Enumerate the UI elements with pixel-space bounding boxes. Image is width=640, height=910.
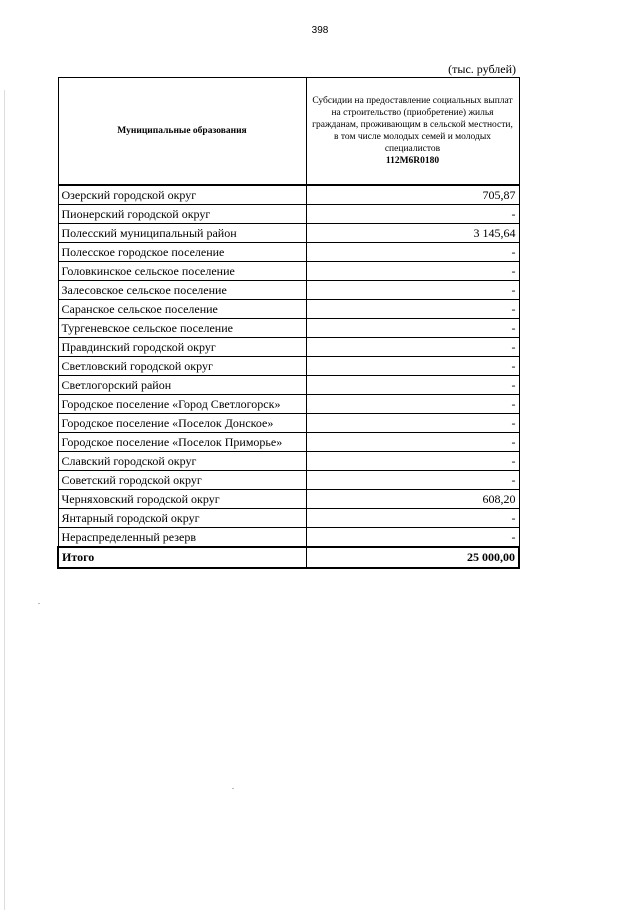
subsidy-value: - bbox=[306, 205, 519, 224]
table-row bbox=[58, 338, 519, 357]
table-row bbox=[58, 281, 519, 300]
total-row bbox=[58, 547, 519, 568]
municipality-name: Славский городской округ bbox=[58, 452, 306, 471]
municipality-name: Янтарный городской округ bbox=[58, 509, 306, 528]
municipality-name: Советский городской округ bbox=[58, 471, 306, 490]
header-municipalities: Муниципальные образования bbox=[58, 78, 306, 186]
table-row bbox=[58, 433, 519, 452]
total-value: 25 000,00 bbox=[306, 547, 519, 568]
table-row bbox=[58, 205, 519, 224]
table-row bbox=[58, 452, 519, 471]
subsidy-value: - bbox=[306, 300, 519, 319]
table-row bbox=[58, 490, 519, 509]
table-row bbox=[58, 185, 519, 205]
page-number: 398 bbox=[311, 25, 329, 36]
municipality-name: Нераспределенный резерв bbox=[58, 528, 306, 548]
table-row bbox=[58, 300, 519, 319]
table-row bbox=[58, 395, 519, 414]
municipality-name: Светлогорский район bbox=[58, 376, 306, 395]
header-subsidy-code: 112M6R0180 bbox=[385, 156, 440, 166]
subsidy-value: - bbox=[306, 338, 519, 357]
table-row bbox=[58, 376, 519, 395]
table-row bbox=[58, 414, 519, 433]
municipality-name: Тургеневское сельское поселение bbox=[58, 319, 306, 338]
table-row bbox=[58, 471, 519, 490]
subsidy-value: - bbox=[306, 357, 519, 376]
municipality-name: Черняховский городской округ bbox=[58, 490, 306, 509]
table-row bbox=[58, 243, 519, 262]
subsidy-value: - bbox=[306, 395, 519, 414]
subsidy-table bbox=[57, 77, 520, 569]
subsidy-value: - bbox=[306, 414, 519, 433]
header-subsidy-description: Субсидии на предоставление социальных выплат на строительство (приобретение) жилья гражданам, проживающим в сельской местности, в том числе молодых семей и молодых специалистов bbox=[312, 96, 513, 154]
table-header-row bbox=[58, 78, 519, 186]
subsidy-value: - bbox=[306, 376, 519, 395]
subsidy-value: - bbox=[306, 528, 519, 548]
subsidy-value: - bbox=[306, 471, 519, 490]
subsidy-value: - bbox=[306, 452, 519, 471]
municipality-name: Светловский городской округ bbox=[58, 357, 306, 376]
scan-dot bbox=[232, 788, 234, 789]
municipality-name: Озерский городской округ bbox=[58, 185, 306, 205]
table-row bbox=[58, 509, 519, 528]
subsidy-value: - bbox=[306, 433, 519, 452]
total-label: Итого bbox=[58, 547, 306, 568]
header-subsidy bbox=[306, 78, 519, 186]
unit-note: (тыс. рублей) bbox=[448, 62, 516, 76]
scan-edge-line bbox=[4, 90, 5, 910]
municipality-name: Пионерский городской округ bbox=[58, 205, 306, 224]
subsidy-value: - bbox=[306, 243, 519, 262]
municipality-name: Правдинский городской округ bbox=[58, 338, 306, 357]
municipality-name: Залесовское сельское поселение bbox=[58, 281, 306, 300]
table-row bbox=[58, 528, 519, 548]
subsidy-value: - bbox=[306, 281, 519, 300]
table-row bbox=[58, 224, 519, 243]
subsidy-value: - bbox=[306, 509, 519, 528]
municipality-name: Полесское городское поселение bbox=[58, 243, 306, 262]
municipality-name: Головкинское сельское поселение bbox=[58, 262, 306, 281]
municipality-name: Городское поселение «Поселок Приморье» bbox=[58, 433, 306, 452]
table-row bbox=[58, 262, 519, 281]
subsidy-value: - bbox=[306, 319, 519, 338]
municipality-name: Городское поселение «Поселок Донское» bbox=[58, 414, 306, 433]
scan-dot bbox=[38, 603, 40, 604]
municipality-name: Городское поселение «Город Светлогорск» bbox=[58, 395, 306, 414]
table-body bbox=[58, 185, 519, 547]
subsidy-value: 608,20 bbox=[306, 490, 519, 509]
municipality-name: Саранское сельское поселение bbox=[58, 300, 306, 319]
table-row bbox=[58, 319, 519, 338]
subsidy-value: 705,87 bbox=[306, 185, 519, 205]
table-row bbox=[58, 357, 519, 376]
municipality-name: Полесский муниципальный район bbox=[58, 224, 306, 243]
subsidy-value: - bbox=[306, 262, 519, 281]
subsidy-value: 3 145,64 bbox=[306, 224, 519, 243]
